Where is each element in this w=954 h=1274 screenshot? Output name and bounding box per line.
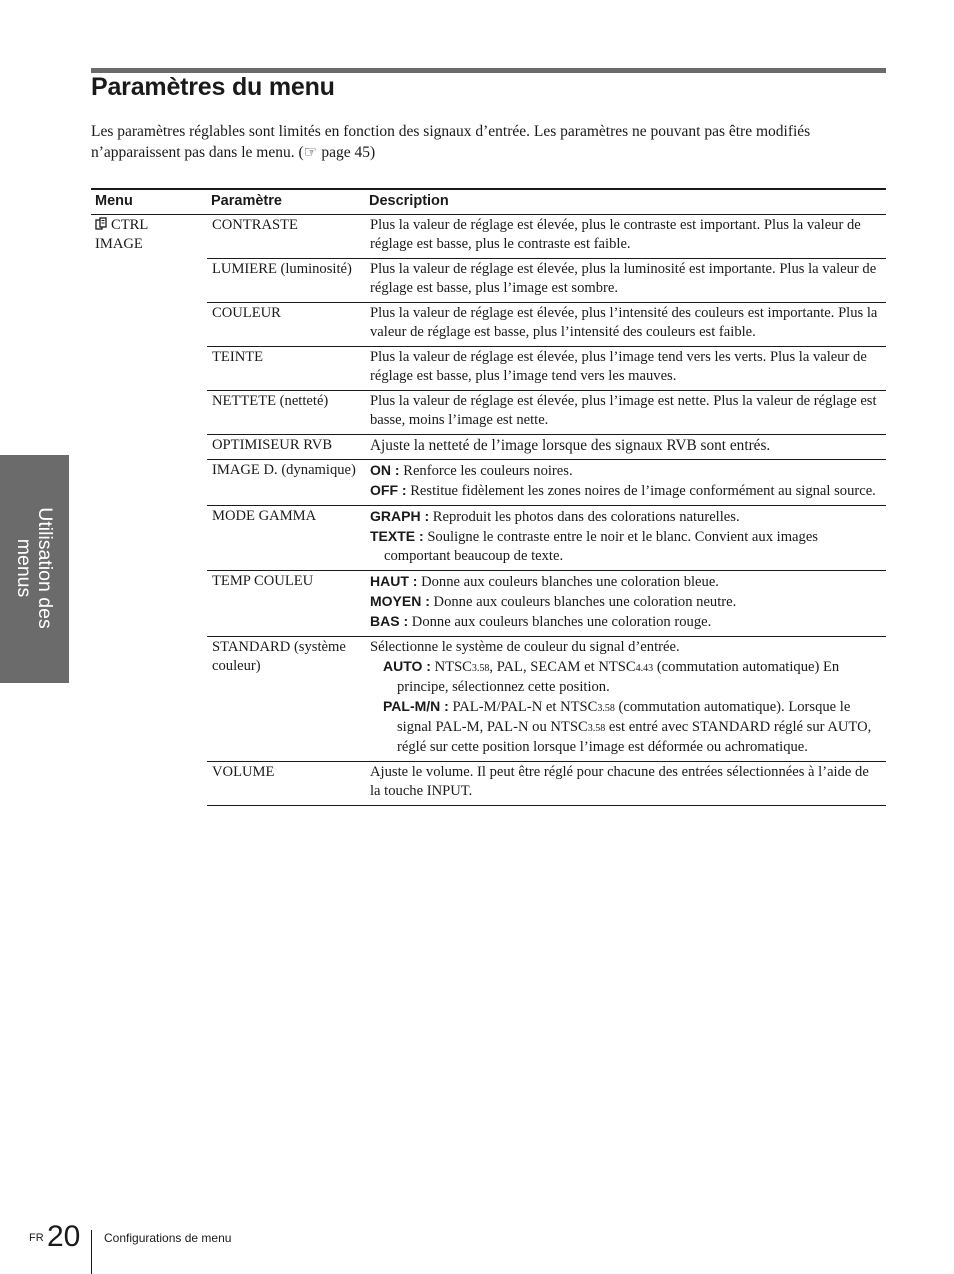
option-key: AUTO :	[383, 658, 431, 674]
side-section-label	[13, 507, 55, 628]
page-reference-icon: ☞	[303, 144, 318, 161]
param-description: Plus la valeur de réglage est élevée, plus l’intensité des couleurs est importante. Plus la valeur de réglage est basse, plus l’intensité des couleurs est faible.	[365, 303, 886, 347]
option-subscript: 3.58	[471, 663, 490, 674]
option-text: Renforce les couleurs noires.	[399, 463, 573, 479]
param-name: LUMIERE (luminosité)	[207, 259, 365, 303]
table-row	[91, 571, 886, 637]
option-line	[370, 592, 882, 612]
param-description: Ajuste la netteté de l’image lorsque des signaux RVB sont entrés.	[365, 435, 886, 460]
option-line	[370, 527, 882, 566]
param-name: CONTRASTE	[212, 217, 298, 233]
header-parameter: Paramètre	[207, 189, 365, 215]
table-row	[91, 762, 886, 806]
option-text: Donne aux couleurs blanches une coloration rouge.	[408, 614, 712, 630]
param-name: TEMP COULEU	[207, 571, 365, 637]
footer-divider	[91, 1230, 92, 1274]
option-key: GRAPH :	[370, 508, 430, 524]
option-text: , PAL, SECAM et NTSC	[489, 659, 636, 675]
option-line	[370, 612, 882, 632]
menu-parameters-table	[91, 188, 886, 806]
param-description: Plus la valeur de réglage est élevée, plus le contraste est important. Plus la valeur de réglage est basse, plus le contraste est faible.	[370, 217, 861, 252]
option-text: Donne aux couleurs blanches une coloration bleue.	[417, 574, 719, 590]
option-intro: Sélectionne le système de couleur du signal d’entrée.	[370, 639, 680, 655]
table-row	[91, 259, 886, 303]
param-description: Plus la valeur de réglage est élevée, plus la luminosité est importante. Plus la valeur de réglage est basse, plus l’image est sombre.	[365, 259, 886, 303]
side-label-line1: Utilisation des	[34, 507, 56, 629]
param-options	[365, 460, 886, 506]
table-row	[91, 506, 886, 571]
header-description: Description	[365, 189, 886, 215]
side-label-line2: menus	[13, 538, 35, 598]
page-reference-text: page 45)	[317, 144, 376, 161]
option-line	[370, 461, 882, 481]
option-line	[370, 657, 882, 697]
option-key: PAL-M/N :	[383, 698, 449, 714]
table-row	[91, 215, 886, 259]
option-subscript: 3.58	[587, 723, 606, 734]
option-text: PAL-M/PAL-N et NTSC	[448, 699, 598, 715]
intro-text: Les paramètres réglables sont limités en fonction des signaux d’entrée. Les paramètres ne pouvant pas être modifiés n’apparaissent pas dans le menu. (	[91, 123, 811, 161]
option-key: HAUT :	[370, 573, 418, 589]
option-subscript: 4.43	[635, 663, 654, 674]
param-options	[365, 637, 886, 762]
option-line	[370, 481, 882, 501]
table-row	[91, 347, 886, 391]
option-text: Donne aux couleurs blanches une coloration neutre.	[429, 594, 737, 610]
param-description: Plus la valeur de réglage est élevée, plus l’image est nette. Plus la valeur de réglage est basse, moins l’image est nette.	[365, 391, 886, 435]
option-text: NTSC	[430, 659, 472, 675]
option-text: Reproduit les photos dans des colorations naturelles.	[429, 509, 740, 525]
option-line	[370, 697, 882, 757]
option-text: Souligne le contraste entre le noir et le blanc. Convient aux images comportant beaucoup de texte.	[384, 529, 818, 564]
option-key: BAS :	[370, 613, 409, 629]
param-description: Plus la valeur de réglage est élevée, plus l’image tend vers les verts. Plus la valeur de réglage est basse, plus l’image tend vers les mauves.	[365, 347, 886, 391]
param-options	[365, 506, 886, 571]
option-text: (commutation automatique). Lorsque le signal PAL-M, PAL-N ou NTSC	[397, 699, 851, 735]
param-name: VOLUME	[207, 762, 365, 806]
table-row	[91, 460, 886, 506]
table-row	[91, 435, 886, 460]
footer-language: FR	[29, 1232, 44, 1244]
menu-name-line1: CTRL	[111, 217, 149, 233]
footer-section-title: Configurations de menu	[104, 1231, 232, 1245]
menu-cell	[91, 215, 207, 806]
table-header-row	[91, 189, 886, 215]
page-number: 20	[47, 1220, 81, 1253]
param-description: Ajuste le volume. Il peut être réglé pour chacune des entrées sélectionnées à l’aide de la touche INPUT.	[365, 762, 886, 806]
option-text: Restitue fidèlement les zones noires de l’image conformément au signal source.	[406, 483, 876, 499]
menu-name-line2: IMAGE	[95, 236, 143, 252]
param-name: NETTETE (netteté)	[207, 391, 365, 435]
param-name: MODE GAMMA	[207, 506, 365, 571]
table-row	[91, 637, 886, 762]
intro-paragraph	[91, 121, 886, 163]
option-key: MOYEN :	[370, 593, 430, 609]
option-line	[370, 572, 882, 592]
param-name: IMAGE D. (dynamique)	[207, 460, 365, 506]
option-text: (commutation automatique) En principe, sélectionnez cette position.	[397, 659, 840, 695]
option-key: OFF :	[370, 482, 407, 498]
table-row	[91, 391, 886, 435]
table-row	[91, 303, 886, 347]
image-control-icon	[95, 217, 108, 230]
option-text: est entré avec STANDARD réglé sur AUTO, réglé sur cette position lorsque l’image est déformée ou achromatique.	[397, 719, 872, 755]
param-name: OPTIMISEUR RVB	[207, 435, 365, 460]
param-name: STANDARD (système couleur)	[207, 637, 365, 762]
header-menu: Menu	[91, 189, 207, 215]
option-key: ON :	[370, 462, 400, 478]
option-subscript: 3.58	[597, 703, 615, 714]
page-title: Paramètres du menu	[91, 73, 335, 101]
param-options	[365, 571, 886, 637]
param-name: COULEUR	[207, 303, 365, 347]
option-line	[370, 507, 882, 527]
param-name: TEINTE	[207, 347, 365, 391]
option-key: TEXTE :	[370, 528, 424, 544]
